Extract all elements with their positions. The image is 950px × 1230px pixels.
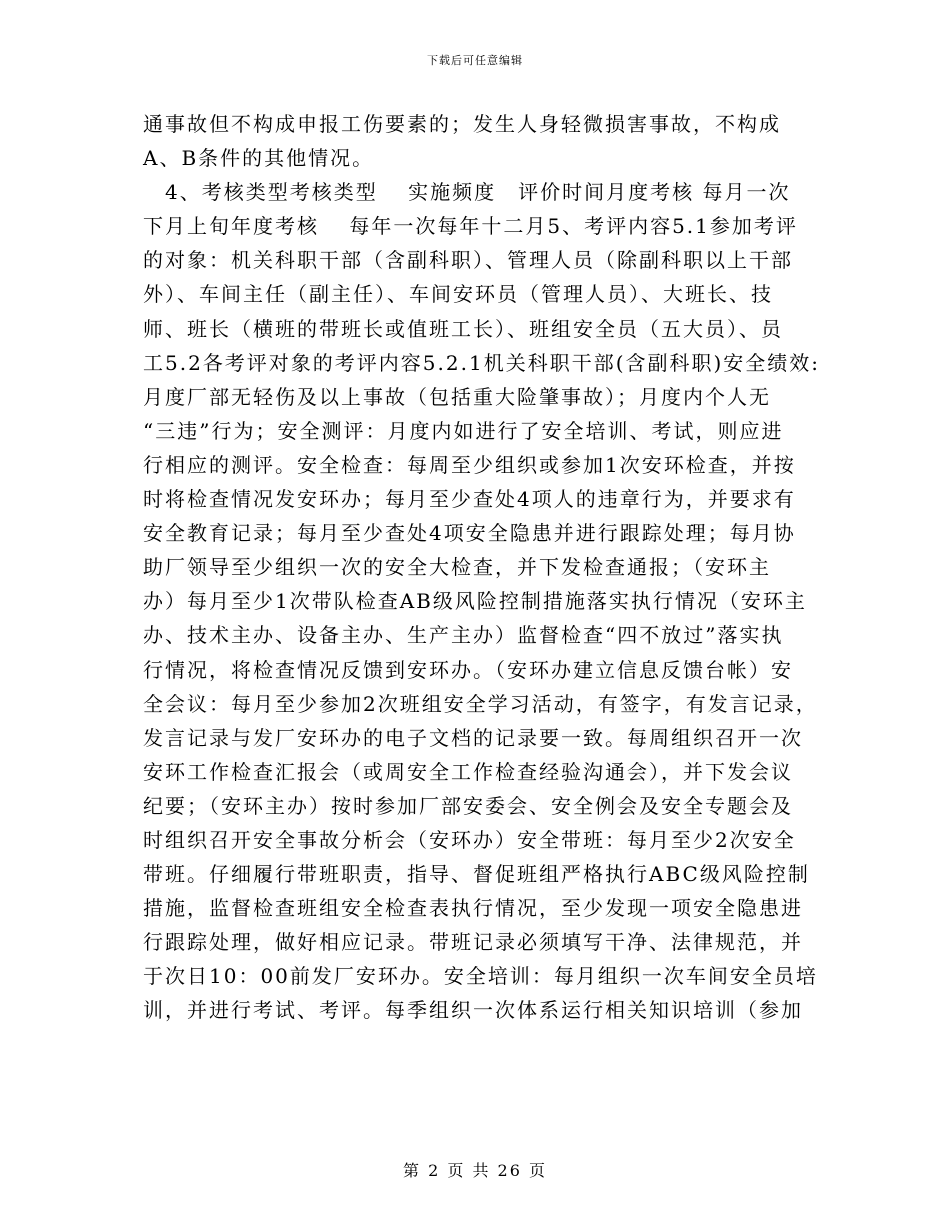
text-line: 通事故但不构成申报工伤要素的；发生人身轻微损害事故，不构成 (143, 112, 781, 136)
text-line: 带班。仔细履行带班职责，指导、督促班组严格执行ABC级风险控制 (143, 862, 810, 887)
page-number: 第 2 页 共 26 页 (403, 1161, 547, 1180)
text-line: 月度厂部无轻伤及以上事故（包括重大险肇事故）；月度内个人无 (143, 384, 771, 409)
text-line: 发言记录与发厂安环办的电子文档的记录要一致。每周组织召开一次 (143, 725, 803, 750)
page-header: 下载后可任意编辑 (427, 54, 523, 67)
text-line: 行相应的测评。安全检查：每周至少组织或参加1次安环检查，并按 (143, 452, 796, 477)
text-line: 的对象：机关科职干部（含副科职）、管理人员（除副科职以上干部 (143, 248, 793, 273)
text-line: 全会议：每月至少参加2次班组安全学习活动，有签字，有发言记录， (143, 691, 818, 716)
text-line: 外）、车间主任（副主任）、车间安环员（管理人员）、大班长、技 (143, 282, 773, 307)
text-line: 纪要；（安环主办）按时参加厂部安委会、安全例会及安全专题会及 (143, 793, 793, 818)
text-line: 训，并进行考试、考评。每季组织一次体系运行相关知识培训（参加 (143, 998, 803, 1023)
text-line: A、B条件的其他情况。 (143, 146, 375, 171)
text-line: 办、技术主办、设备主办、生产主办）监督检查“四不放过”落实执 (143, 623, 784, 648)
text-line: 时将检查情况发安环办；每月至少查处4项人的违章行为，并要求有 (143, 487, 796, 512)
text-line: 助厂领导至少组织一次的安全大检查，并下发检查通报；（安环主 (143, 555, 771, 580)
text-line: 行跟踪处理，做好相应记录。带班记录必须填写干净、法律规范，并 (143, 930, 803, 955)
text-line: 办）每月至少1次带队检查AB级风险控制措施落实执行情况（安环主 (143, 589, 807, 614)
text-line: 安全教育记录；每月至少查处4项安全隐患并进行跟踪处理；每月协 (143, 521, 796, 546)
document-body (143, 107, 823, 1028)
text-line: 于次日10：00前发厂安环办。安全培训：每月组织一次车间安全员培 (143, 964, 818, 989)
text-line: 时组织召开安全事故分析会（安环办）安全带班：每月至少2次安全 (143, 827, 796, 852)
text-line: 4、考核类型考核类型 实施频度 评价时间月度考核 每月一次 (143, 180, 791, 205)
text-line: 行情况，将检查情况反馈到安环办。（安环办建立信息反馈台帐）安 (143, 657, 793, 682)
text-line: “三违”行为；安全测评：月度内如进行了安全培训、考试，则应进 (143, 418, 784, 443)
text-line: 安环工作检查汇报会（或周安全工作检查经验沟通会），并下发会议 (143, 759, 793, 784)
text-line: 师、班长（横班的带班长或值班工长）、班组安全员（五大员）、员 (143, 316, 783, 341)
text-line: 措施，监督检查班组安全检查表执行情况，至少发现一项安全隐患进 (143, 896, 803, 921)
text-line: 下月上旬年度考核 每年一次每年十二月5、考评内容5.1参加考评 (143, 214, 798, 239)
text-line: 工5.2各考评对象的考评内容5.2.1机关科职干部(含副科职)安全绩效: (143, 350, 821, 375)
